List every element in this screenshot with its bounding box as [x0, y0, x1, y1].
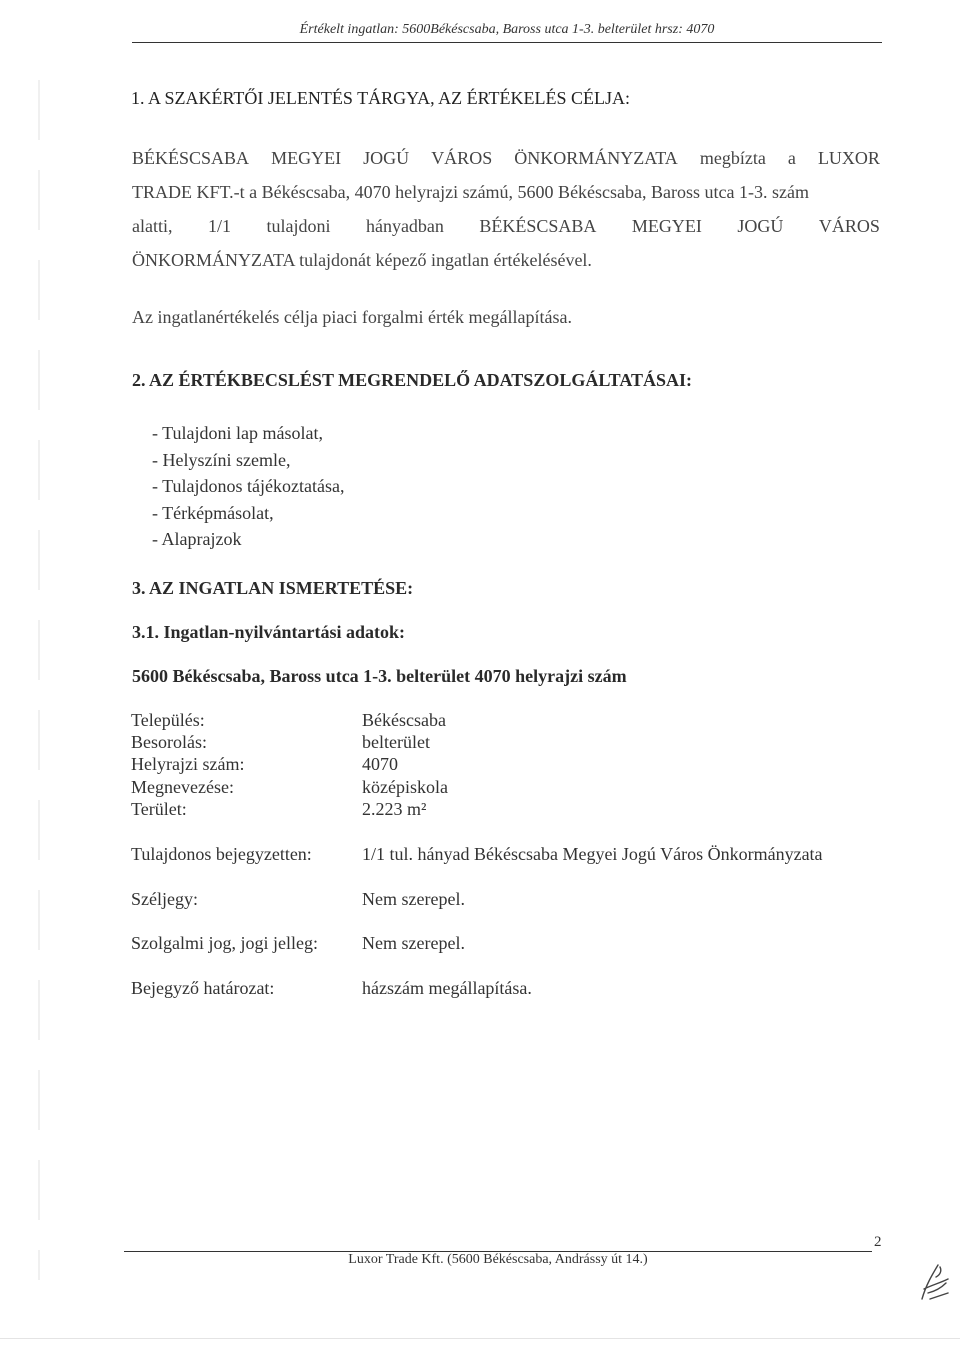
- scan-bottom-edge: [0, 1338, 960, 1339]
- field-label: Besorolás:: [131, 732, 207, 752]
- list-item: - Tulajdonos tájékoztatása,: [152, 476, 345, 496]
- word: tulajdoni: [266, 216, 331, 236]
- scan-margin-line: [38, 80, 40, 1280]
- field-label: Település:: [131, 710, 205, 730]
- field-value: házszám megállapítása.: [362, 978, 532, 998]
- provided-documents-list: [152, 420, 344, 553]
- footer-company: Luxor Trade Kft. (5600 Békéscsaba, Andrássy út 14.): [348, 1252, 648, 1267]
- field-value: belterület: [362, 732, 430, 752]
- field-value: középiskola: [362, 777, 448, 797]
- page-number: 2: [874, 1234, 882, 1250]
- section-1-paragraph-line-4: ÖNKORMÁNYZATA tulajdonát képező ingatlan értékelésével.: [132, 250, 592, 270]
- word: JOGÚ: [363, 148, 410, 168]
- section-2-title: 2. AZ ÉRTÉKBECSLÉST MEGRENDELŐ ADATSZOLGÁLTATÁSAI:: [132, 370, 693, 390]
- word: VÁROS: [818, 216, 880, 236]
- field-value: 4070: [362, 754, 398, 774]
- word: VÁROS: [431, 148, 493, 168]
- word: megbízta: [699, 148, 766, 168]
- signature-initials: [918, 1263, 952, 1303]
- field-label: Megnevezése:: [131, 777, 234, 797]
- field-label: Tulajdonos bejegyzetten:: [131, 844, 312, 864]
- field-value: 2.223 m²: [362, 799, 427, 819]
- word: LUXOR: [817, 148, 880, 168]
- word: BÉKÉSCSABA: [132, 148, 250, 168]
- section-1-paragraph-line-2: TRADE KFT.-t a Békéscsaba, 4070 helyrajzi számú, 5600 Békéscsaba, Baross utca 1-3. szám: [132, 182, 809, 202]
- list-item: - Tulajdoni lap másolat,: [152, 423, 323, 443]
- section-1-paragraph-line-3: [132, 216, 880, 237]
- word: MEGYEI: [271, 148, 342, 168]
- section-1-paragraph-line-1: [132, 148, 880, 169]
- field-label: Bejegyző határozat:: [131, 978, 275, 998]
- list-item: - Helyszíni szemle,: [152, 449, 291, 470]
- word: hányadban: [365, 216, 444, 236]
- section-3-1-subtitle: 3.1. Ingatlan-nyilvántartási adatok:: [132, 622, 406, 642]
- list-item: - Térképmásolat,: [152, 502, 274, 523]
- field-value: Békéscsaba: [362, 710, 446, 730]
- word: 1/1: [207, 216, 231, 236]
- list-item: - Alaprajzok: [152, 529, 242, 549]
- word: ÖNKORMÁNYZATA: [514, 148, 678, 168]
- word: JOGÚ: [737, 216, 784, 236]
- field-value: Nem szerepel.: [362, 889, 465, 909]
- word: MEGYEI: [631, 216, 702, 236]
- word: alatti,: [132, 216, 173, 236]
- field-label: Szolgalmi jog, jogi jelleg:: [131, 933, 318, 953]
- field-label: Széljegy:: [131, 889, 198, 909]
- field-label: Terület:: [131, 799, 187, 819]
- word: BÉKÉSCSABA: [479, 216, 597, 236]
- page-header: Értékelt ingatlan: 5600Békéscsaba, Baross utca 1-3. belterület hrsz: 4070: [299, 22, 715, 37]
- field-value: Nem szerepel.: [362, 933, 465, 953]
- header-divider: [132, 42, 882, 43]
- word: a: [787, 148, 796, 168]
- section-3-title: 3. AZ INGATLAN ISMERTETÉSE:: [132, 578, 414, 598]
- property-address: 5600 Békéscsaba, Baross utca 1-3. belterület 4070 helyrajzi szám: [132, 666, 627, 686]
- section-1-title: 1. A SZAKÉRTŐI JELENTÉS TÁRGYA, AZ ÉRTÉKELÉS CÉLJA:: [131, 88, 630, 108]
- field-label: Helyrajzi szám:: [131, 754, 245, 774]
- valuation-purpose: Az ingatlanértékelés célja piaci forgalmi érték megállapítása.: [132, 307, 572, 327]
- field-value: 1/1 tul. hányad Békéscsaba Megyei Jogú Város Önkormányzata: [362, 844, 823, 864]
